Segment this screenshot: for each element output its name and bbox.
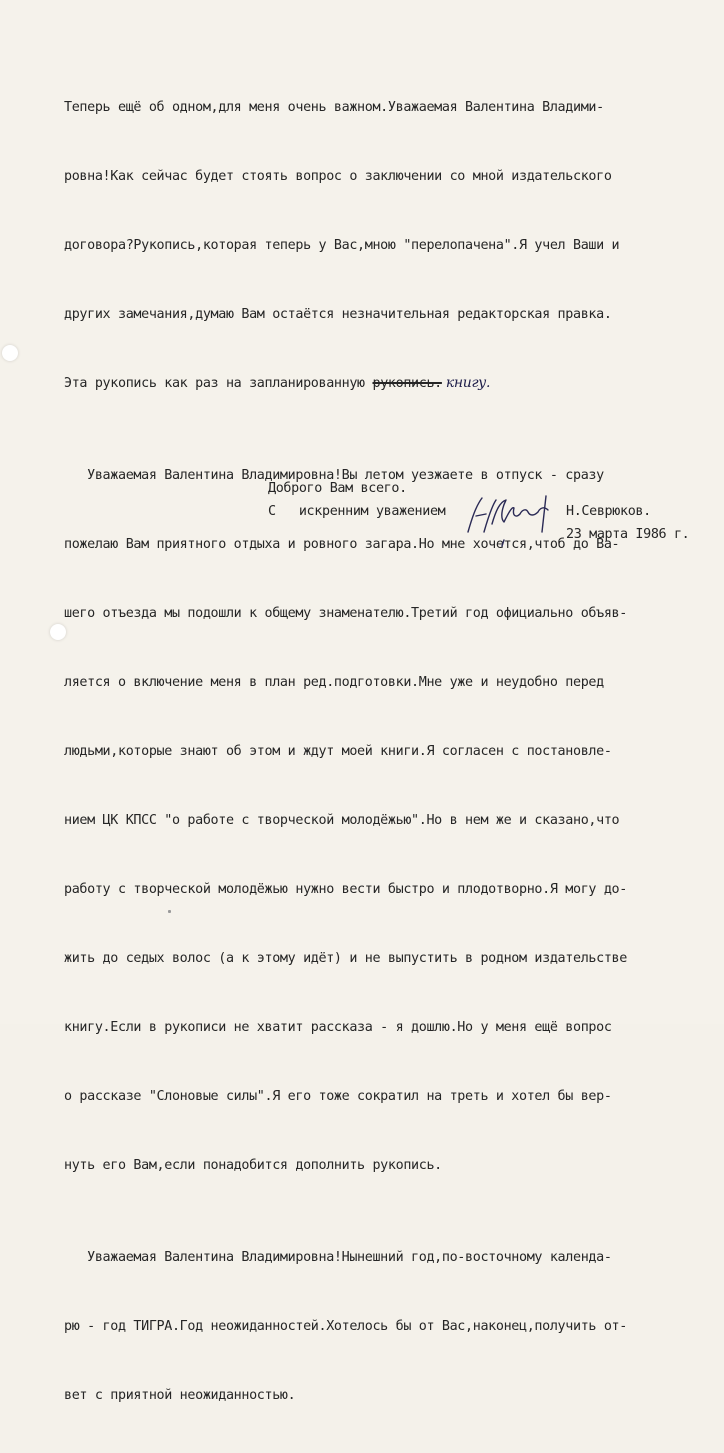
body-line: о рассказе "Слоновые силы".Я его тоже сократил на треть и хотел бы вер- <box>64 1089 612 1104</box>
body-line: нуть его Вам,если понадобится дополнить рукопись. <box>64 1158 442 1173</box>
body-line: пожелаю Вам приятного отдыха и ровного загара.Но мне хочется,чтоб до Ва- <box>64 537 620 552</box>
punch-hole-top <box>2 345 18 361</box>
letter-date: 23 марта I986 г. <box>566 527 690 542</box>
body-line: рю - год ТИГРА.Год неожиданностей.Хотелось бы от Вас,наконец,получить от- <box>64 1319 627 1334</box>
body-line: людьми,которые знают об этом и ждут моей книги.Я согласен с постановле- <box>64 744 612 759</box>
body-line: Теперь ещё об одном,для меня очень важном.Уважаемая Валентина Владими- <box>64 100 604 115</box>
body-line-with-correction <box>64 372 704 395</box>
handwritten-signature <box>462 488 562 548</box>
author-name: Н.Севрюков. <box>566 504 651 519</box>
body-line: договора?Рукопись,которая теперь у Вас,мною "перелопачена".Я учел Ваши и <box>64 238 620 253</box>
body-line: Уважаемая Валентина Владимировна!Нынешний год,по-восточному календа- <box>64 1250 612 1265</box>
body-line: ляется о включение меня в план ред.подготовки.Мне уже и неудобно перед <box>64 675 604 690</box>
body-line-prefix: Эта рукопись как раз на запланированную <box>64 376 373 391</box>
closing-wish: Доброго Вам всего. <box>268 481 407 496</box>
closing-regards: С искренним уважением <box>268 504 446 519</box>
body-line: ровна!Как сейчас будет стоять вопрос о заключении со мной издательского <box>64 169 612 184</box>
body-line: вет с приятной неожиданностью. <box>64 1388 296 1403</box>
body-line: нием ЦК КПСС "о работе с творческой молодёжью".Но в нем же и сказано,что <box>64 813 620 828</box>
body-line: Уважаемая Валентина Владимировна!Вы летом уезжаете в отпуск - сразу <box>64 468 604 483</box>
letter-body <box>64 50 704 1453</box>
body-line: шего отъезда мы подошли к общему знаменателю.Третий год официально объяв- <box>64 606 627 621</box>
body-line: работу с творческой молодёжью нужно вести быстро и плодотворно.Я могу до- <box>64 882 627 897</box>
paper-speck <box>168 910 171 913</box>
struck-word: рукопись. <box>372 376 442 391</box>
body-line: книгу.Если в рукописи не хватит рассказа - я дошлю.Но у меня ещё вопрос <box>64 1020 612 1035</box>
body-line: жить до седых волос (а к этому идёт) и не выпустить в родном издательстве <box>64 951 627 966</box>
handwritten-correction: книгу. <box>445 375 491 391</box>
body-line: других замечания,думаю Вам остаётся незначительная редакторская правка. <box>64 307 612 322</box>
